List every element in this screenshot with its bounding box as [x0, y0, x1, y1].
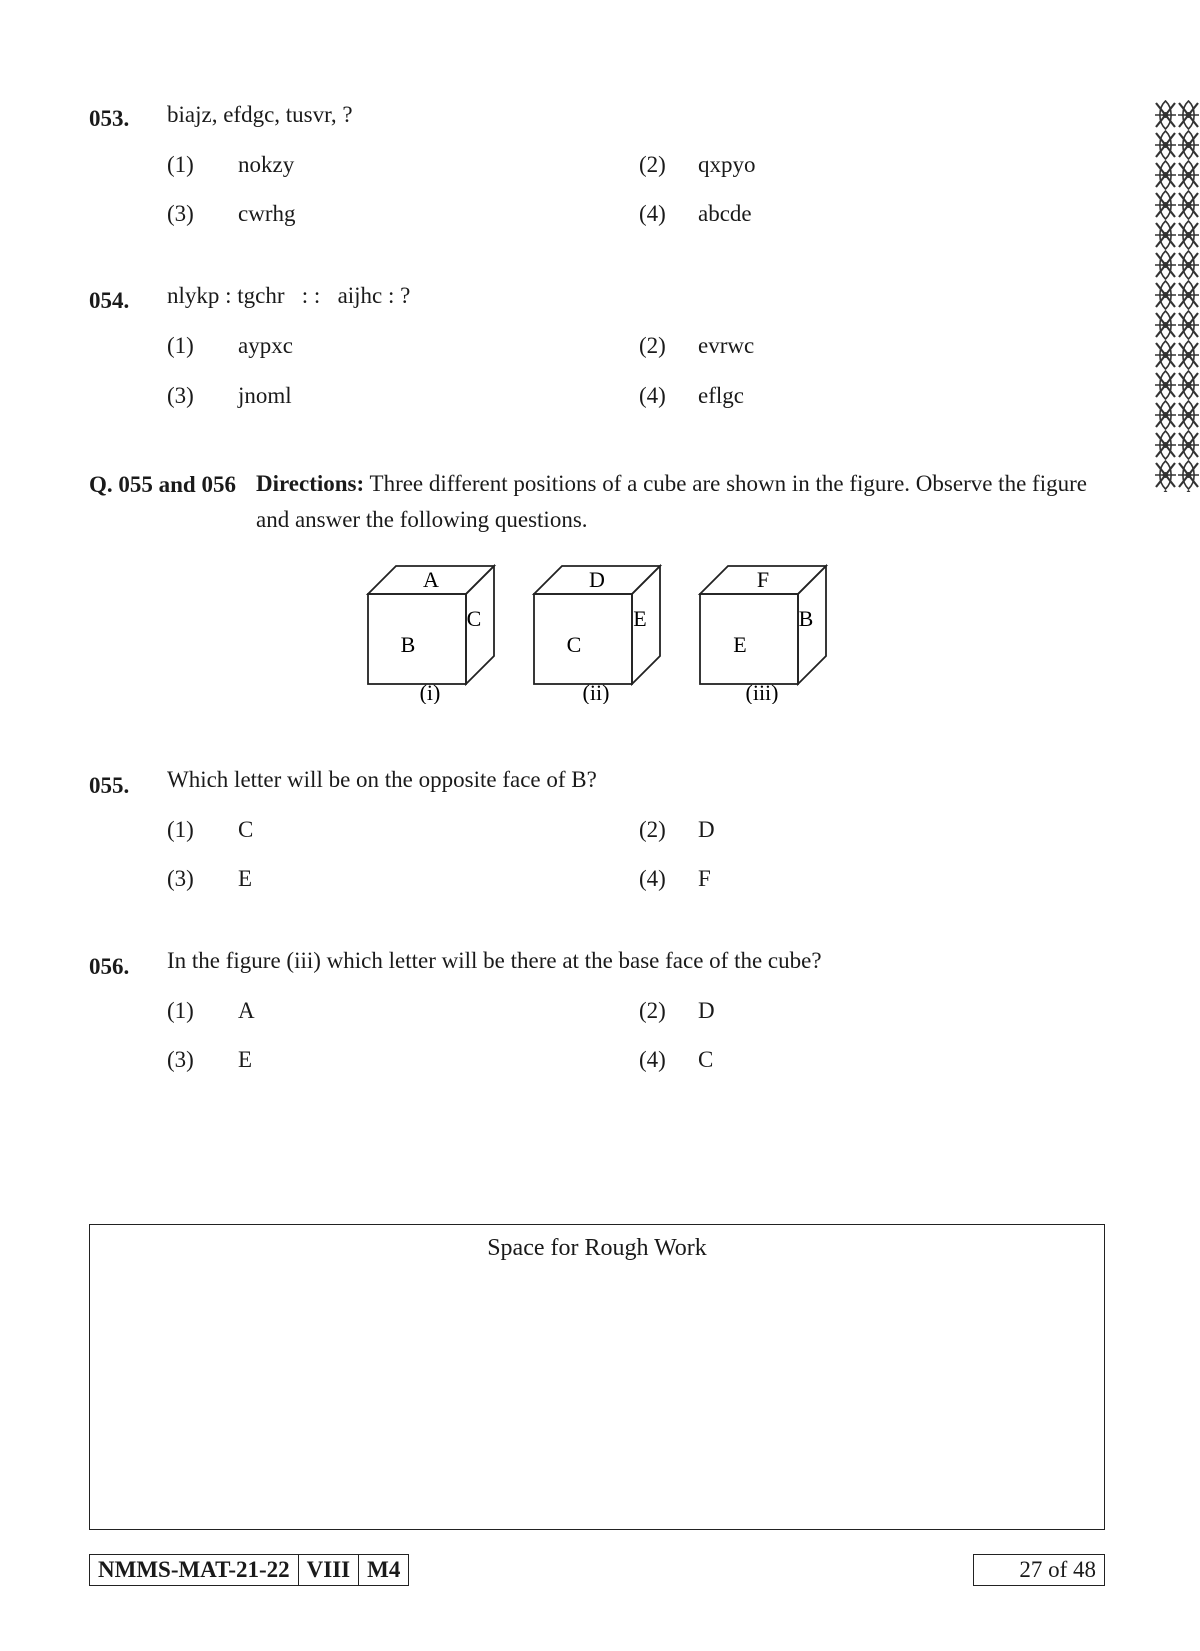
question-number: 055. [89, 773, 130, 798]
cube-front-label: E [733, 632, 747, 657]
cube-side-label: B [798, 606, 814, 631]
option-value: E [238, 866, 253, 891]
option-number: (3) [167, 201, 194, 226]
question-text: Which letter will be on the opposite face of B? [167, 767, 597, 792]
question-number: 054. [89, 288, 130, 313]
directions-label: Q. 055 and 056 [89, 472, 236, 497]
question-number: 053. [89, 106, 130, 131]
option-value: nokzy [238, 152, 295, 177]
cube-top-label: F [756, 567, 770, 592]
cube-front-label: B [400, 632, 416, 657]
option-value: abcde [698, 201, 752, 226]
cube-caption: (iii) [745, 680, 779, 704]
option-value: A [238, 998, 255, 1023]
cube-figure-iii [700, 566, 826, 704]
directions-line-2: and answer the following questions. [256, 507, 588, 532]
option-value: evrwc [698, 333, 755, 358]
option-number: (1) [167, 333, 194, 358]
option-number: (4) [639, 201, 666, 226]
option-value: cwrhg [238, 201, 296, 226]
option-number: (1) [167, 817, 194, 842]
option-value: C [698, 1047, 714, 1072]
question-text: biajz, efdgc, tusvr, ? [167, 102, 353, 127]
option-value: D [698, 817, 715, 842]
directions-block [256, 466, 1116, 538]
exam-class: VIII [299, 1555, 359, 1585]
option-number: (2) [639, 333, 666, 358]
cube-caption: (ii) [582, 680, 610, 704]
option-number: (2) [639, 152, 666, 177]
cube-side-label: C [466, 606, 482, 631]
cube-top-label: A [423, 567, 439, 592]
footer-exam-code [89, 1554, 409, 1586]
option-value: jnoml [238, 383, 292, 408]
option-number: (4) [639, 866, 666, 891]
cube-figure-ii [534, 566, 660, 704]
option-number: (4) [639, 383, 666, 408]
cube-side-label: E [633, 606, 647, 631]
option-number: (2) [639, 998, 666, 1023]
option-value: D [698, 998, 715, 1023]
option-value: qxpyo [698, 152, 756, 177]
cube-figures [360, 552, 840, 704]
option-number: (3) [167, 1047, 194, 1072]
cube-top-label: D [589, 567, 605, 592]
option-number: (1) [167, 998, 194, 1023]
option-value: C [238, 817, 254, 842]
option-number: (3) [167, 383, 194, 408]
cube-caption: (i) [419, 680, 441, 704]
option-value: eflgc [698, 383, 744, 408]
question-number: 056. [89, 954, 130, 979]
option-value: aypxc [238, 333, 293, 358]
option-number: (4) [639, 1047, 666, 1072]
option-value: F [698, 866, 711, 891]
rough-work-box [89, 1224, 1105, 1530]
cube-figure-i [368, 566, 494, 704]
page-number: 27 of 48 [973, 1554, 1105, 1586]
option-value: E [238, 1047, 253, 1072]
decorative-side-pattern [1154, 100, 1200, 492]
directions-heading: Directions: [256, 471, 365, 496]
question-text: nlykp : tgchr : : aijhc : ? [167, 283, 411, 308]
question-text: In the figure (iii) which letter will be there at the base face of the cube? [167, 948, 822, 973]
exam-set: M4 [367, 1557, 401, 1582]
cube-front-label: C [566, 632, 582, 657]
directions-line-1: Three different positions of a cube are shown in the figure. Observe the figure [369, 471, 1087, 496]
rough-work-title: Space for Rough Work [487, 1235, 707, 1261]
exam-code: NMMS-MAT-21-22 [90, 1555, 299, 1585]
option-number: (2) [639, 817, 666, 842]
option-number: (1) [167, 152, 194, 177]
option-number: (3) [167, 866, 194, 891]
